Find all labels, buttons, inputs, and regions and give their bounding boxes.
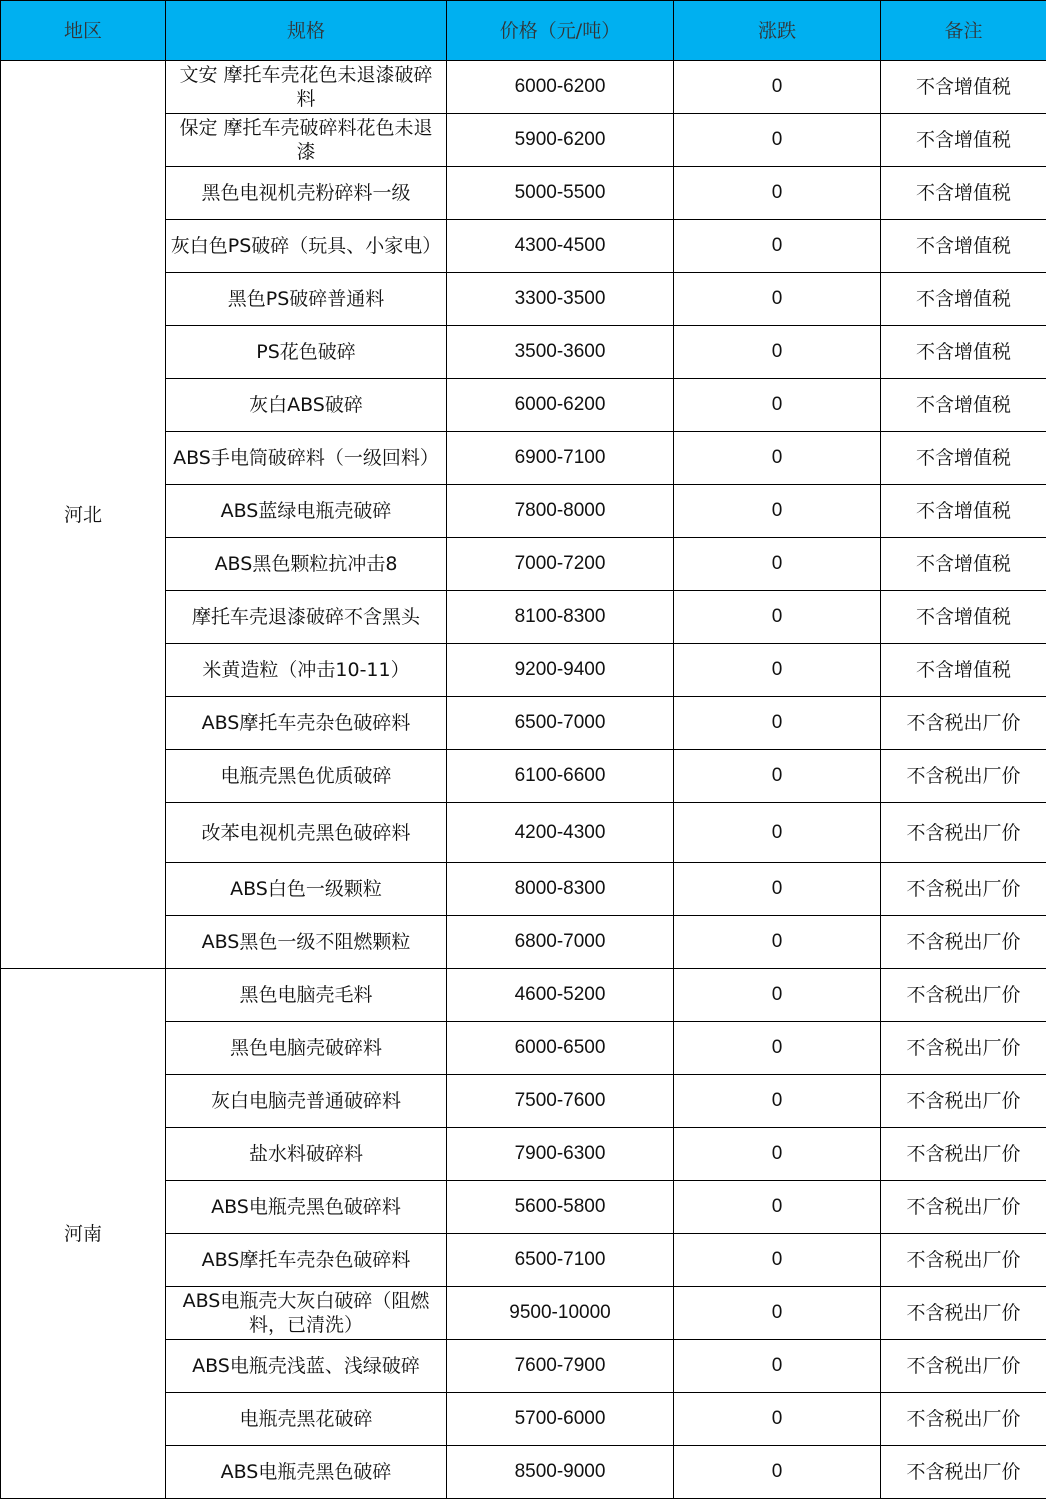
price-cell: 5000-5500: [447, 167, 674, 220]
change-cell: 0: [674, 379, 881, 432]
header-note: 备注: [881, 1, 1046, 61]
spec-cell: 黑色电视机壳粉碎料一级: [166, 167, 447, 220]
price-cell: 6000-6500: [447, 1022, 674, 1075]
price-cell: 6800-7000: [447, 916, 674, 969]
spec-cell: ABS摩托车壳杂色破碎料: [166, 697, 447, 750]
change-cell: 0: [674, 538, 881, 591]
header-row: [1, 1, 1046, 61]
change-cell: 0: [674, 1393, 881, 1446]
spec-cell: 黑色电脑壳毛料: [166, 969, 447, 1022]
spec-cell: ABS蓝绿电瓶壳破碎: [166, 485, 447, 538]
note-cell: 不含增值税: [881, 61, 1046, 114]
note-cell: 不含税出厂价: [881, 1446, 1046, 1499]
price-cell: 3300-3500: [447, 273, 674, 326]
note-cell: 不含税出厂价: [881, 1234, 1046, 1287]
note-cell: 不含增值税: [881, 167, 1046, 220]
note-cell: 不含增值税: [881, 326, 1046, 379]
note-cell: 不含税出厂价: [881, 803, 1046, 863]
price-cell: 5700-6000: [447, 1393, 674, 1446]
table-body: [1, 61, 1046, 1499]
price-cell: 9500-10000: [447, 1287, 674, 1340]
change-cell: 0: [674, 1075, 881, 1128]
change-cell: 0: [674, 114, 881, 167]
note-cell: 不含增值税: [881, 644, 1046, 697]
price-cell: 6500-7000: [447, 697, 674, 750]
price-cell: 6100-6600: [447, 750, 674, 803]
change-cell: 0: [674, 697, 881, 750]
region-cell: 河北: [1, 61, 166, 969]
price-cell: 3500-3600: [447, 326, 674, 379]
change-cell: 0: [674, 1446, 881, 1499]
spec-cell: ABS电瓶壳浅蓝、浅绿破碎: [166, 1340, 447, 1393]
spec-cell: 电瓶壳黑花破碎: [166, 1393, 447, 1446]
spec-cell: ABS黑色一级不阻燃颗粒: [166, 916, 447, 969]
note-cell: 不含税出厂价: [881, 1287, 1046, 1340]
header-price: 价格（元/吨）: [447, 1, 674, 61]
note-cell: 不含增值税: [881, 538, 1046, 591]
note-cell: 不含增值税: [881, 379, 1046, 432]
change-cell: 0: [674, 1234, 881, 1287]
note-cell: 不含税出厂价: [881, 1128, 1046, 1181]
spec-cell: PS花色破碎: [166, 326, 447, 379]
note-cell: 不含税出厂价: [881, 863, 1046, 916]
spec-cell: 电瓶壳黑色优质破碎: [166, 750, 447, 803]
price-cell: 4600-5200: [447, 969, 674, 1022]
spec-cell: 米黄造粒（冲击10-11）: [166, 644, 447, 697]
spec-cell: ABS手电筒破碎料（一级回料）: [166, 432, 447, 485]
note-cell: 不含增值税: [881, 220, 1046, 273]
spec-cell: ABS摩托车壳杂色破碎料: [166, 1234, 447, 1287]
price-cell: 8500-9000: [447, 1446, 674, 1499]
change-cell: 0: [674, 1022, 881, 1075]
spec-cell: 灰白ABS破碎: [166, 379, 447, 432]
table-header: [1, 1, 1046, 61]
spec-cell: 灰白电脑壳普通破碎料: [166, 1075, 447, 1128]
price-cell: 8000-8300: [447, 863, 674, 916]
price-cell: 6000-6200: [447, 61, 674, 114]
price-cell: 4300-4500: [447, 220, 674, 273]
change-cell: 0: [674, 1287, 881, 1340]
header-region: 地区: [1, 1, 166, 61]
price-cell: 7000-7200: [447, 538, 674, 591]
note-cell: 不含增值税: [881, 591, 1046, 644]
spec-cell: 灰白色PS破碎（玩具、小家电）: [166, 220, 447, 273]
change-cell: 0: [674, 863, 881, 916]
change-cell: 0: [674, 432, 881, 485]
price-cell: 6900-7100: [447, 432, 674, 485]
region-cell: 河南: [1, 969, 166, 1499]
spec-cell: 改苯电视机壳黑色破碎料: [166, 803, 447, 863]
change-cell: 0: [674, 1128, 881, 1181]
note-cell: 不含税出厂价: [881, 1393, 1046, 1446]
spec-cell: 黑色PS破碎普通料: [166, 273, 447, 326]
spec-cell: ABS白色一级颗粒: [166, 863, 447, 916]
spec-cell: 摩托车壳退漆破碎不含黑头: [166, 591, 447, 644]
note-cell: 不含税出厂价: [881, 697, 1046, 750]
note-cell: 不含税出厂价: [881, 1340, 1046, 1393]
note-cell: 不含增值税: [881, 273, 1046, 326]
change-cell: 0: [674, 220, 881, 273]
change-cell: 0: [674, 1181, 881, 1234]
price-cell: 7900-6300: [447, 1128, 674, 1181]
header-change: 涨跌: [674, 1, 881, 61]
price-cell: 8100-8300: [447, 591, 674, 644]
change-cell: 0: [674, 969, 881, 1022]
change-cell: 0: [674, 485, 881, 538]
price-cell: 4200-4300: [447, 803, 674, 863]
spec-cell: 保定 摩托车壳破碎料花色未退漆: [166, 114, 447, 167]
price-cell: 9200-9400: [447, 644, 674, 697]
header-spec: 规格: [166, 1, 447, 61]
note-cell: 不含增值税: [881, 432, 1046, 485]
change-cell: 0: [674, 61, 881, 114]
spec-cell: 盐水料破碎料: [166, 1128, 447, 1181]
spec-cell: 文安 摩托车壳花色未退漆破碎料: [166, 61, 447, 114]
spec-cell: ABS黑色颗粒抗冲击8: [166, 538, 447, 591]
change-cell: 0: [674, 326, 881, 379]
note-cell: 不含税出厂价: [881, 1075, 1046, 1128]
price-cell: 5900-6200: [447, 114, 674, 167]
spec-cell: ABS电瓶壳大灰白破碎（阻燃料，已清洗）: [166, 1287, 447, 1340]
change-cell: 0: [674, 1340, 881, 1393]
price-cell: 7800-8000: [447, 485, 674, 538]
change-cell: 0: [674, 803, 881, 863]
note-cell: 不含税出厂价: [881, 750, 1046, 803]
note-cell: 不含增值税: [881, 114, 1046, 167]
note-cell: 不含税出厂价: [881, 916, 1046, 969]
spec-cell: ABS电瓶壳黑色破碎料: [166, 1181, 447, 1234]
price-cell: 6000-6200: [447, 379, 674, 432]
spec-cell: ABS电瓶壳黑色破碎: [166, 1446, 447, 1499]
price-cell: 7500-7600: [447, 1075, 674, 1128]
spec-cell: 黑色电脑壳破碎料: [166, 1022, 447, 1075]
change-cell: 0: [674, 750, 881, 803]
note-cell: 不含增值税: [881, 485, 1046, 538]
change-cell: 0: [674, 591, 881, 644]
note-cell: 不含税出厂价: [881, 1181, 1046, 1234]
price-cell: 5600-5800: [447, 1181, 674, 1234]
price-cell: 7600-7900: [447, 1340, 674, 1393]
table-row: [1, 969, 1046, 1022]
change-cell: 0: [674, 167, 881, 220]
change-cell: 0: [674, 916, 881, 969]
change-cell: 0: [674, 644, 881, 697]
table-row: [1, 61, 1046, 114]
change-cell: 0: [674, 273, 881, 326]
note-cell: 不含税出厂价: [881, 969, 1046, 1022]
price-cell: 6500-7100: [447, 1234, 674, 1287]
note-cell: 不含税出厂价: [881, 1022, 1046, 1075]
